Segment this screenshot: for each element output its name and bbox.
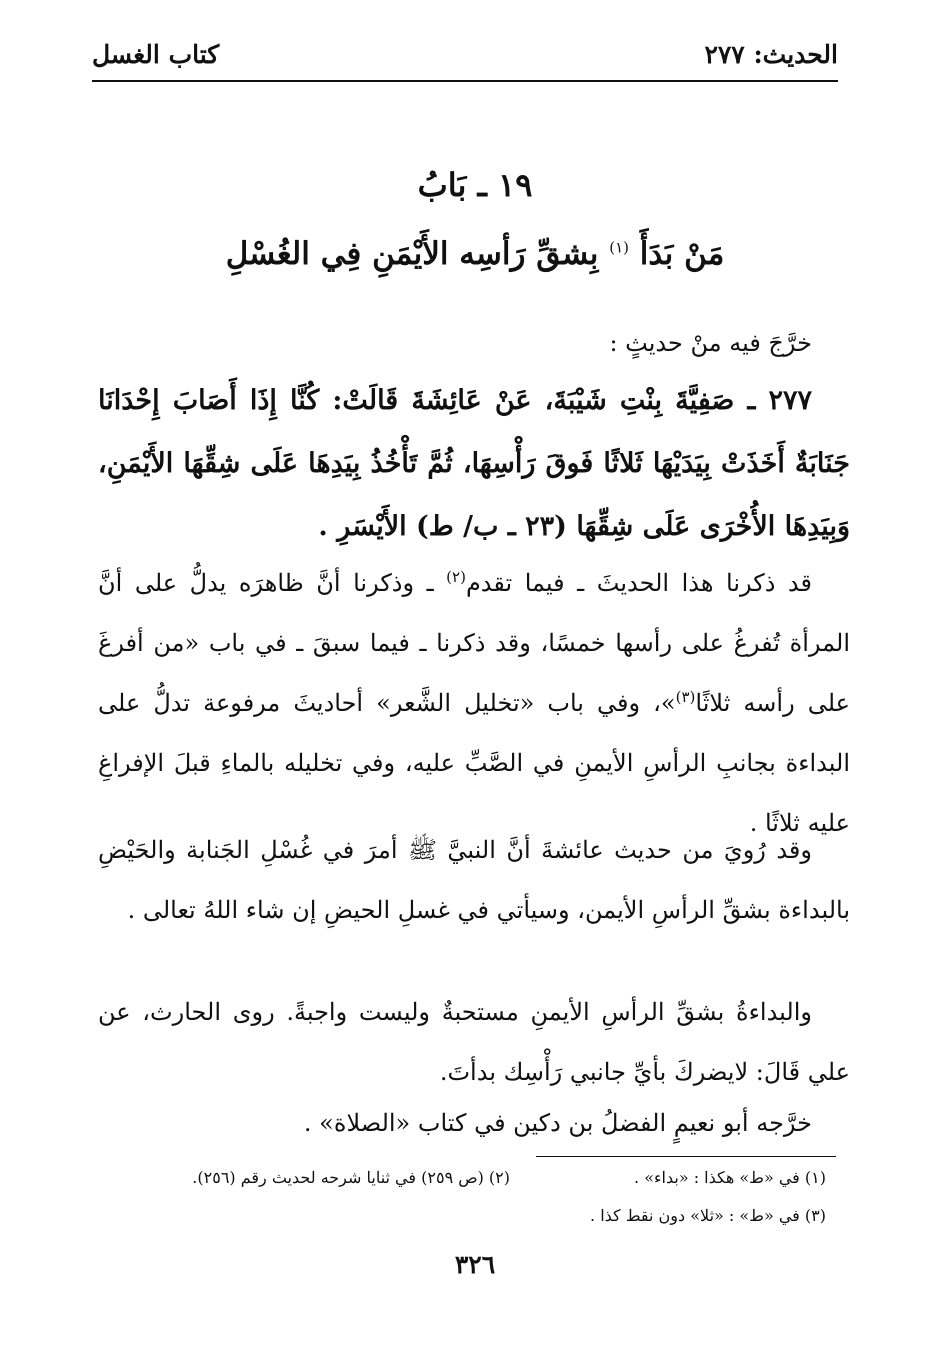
page-number: ٣٢٦ <box>454 1250 496 1279</box>
para1-part-a: قد ذكرنا هذا الحديثَ ـ فيما تقدم <box>465 569 813 597</box>
commentary-paragraph-3: والبداءةُ بشقِّ الرأسِ الأيمنِ مستحبةٌ وليست واجبةً. روى الحارث، عن علي قَالَ: لايضركَ بأيِّ جانبي رَأْسِك بدأتَ. <box>98 998 850 1086</box>
hadith-text: ٢٧٧ ـ صَفِيَّةَ بِنْتِ شَيْبَةَ، عَنْ عَائِشَةَ قَالَتْ: كُنَّا إِذَا أَصَابَ إِحْدَانَا جَنَابَةٌ أَخَذَتْ بِيَدَيْهَا ثَلاثًا فَوقَ رَأْسِهَا، ثُمَّ تَأْخُذُ بِيَدِهَا عَلَى شِقِّهَا الأَيْمَنِ، وَبِيَدِهَا الأُخْرَى عَلَى شِقِّهَا (٢٣ ـ ب/ ط) الأَيْسَرِ . <box>98 385 850 542</box>
footnote-ref-1: (١) <box>609 238 629 257</box>
intro-line: خرَّجَ فيه منْ حديثٍ : <box>609 329 812 357</box>
para1-part-b: ـ وذكرنا أنَّ ظاهرَه يدلُّ على أنَّ المرأة تُفرغُ على رأسها خمسًا، وقد ذكرنا ـ فيما سبقَ ـ في باب «من أفرغَ على رأسه ثلاثًا <box>98 569 850 717</box>
header-rule <box>92 80 838 82</box>
commentary-paragraph-2: وقد رُويَ من حديث عائشةَ أنَّ النبيَّ ﷺ أمرَ في غُسْلِ الجَنابة والحَيْضِ بالبداءة بشقِّ الرأسِ الأيمن، وسيأتي في غسلِ الحيضِ إن شاء اللهُ تعالى . <box>98 836 850 924</box>
footnote-ref-3: (٣) <box>675 688 696 706</box>
footnote-1: (١) في «ط» هكذا : «بداء» . <box>634 1168 826 1187</box>
footnote-2: (٢) (ص ٢٥٩) في ثنايا شرحه لحديث رقم (٢٥٦). <box>192 1168 510 1187</box>
running-header <box>92 38 838 78</box>
book-title: كتاب الغسل <box>92 40 220 69</box>
para1-part-c: »، وفي باب «تخليل الشَّعر» أحاديثَ مرفوعة تدلُّ على البداءة بجانبِ الرأسِ الأيمنِ في الصَّبِّ عليه، وفي تخليله بالماءِ قبلَ الإفراغِ عليه ثلاثًا . <box>98 689 850 837</box>
commentary-paragraph-1 <box>98 553 850 853</box>
footnote-ref-2: (٢) <box>446 568 466 586</box>
heading-text-after: بِشقِّ رَأسِه الأَيْمَنِ فِي الغُسْلِ <box>225 236 599 272</box>
chapter-heading <box>150 236 800 272</box>
hadith-number-label: الحديث: ٢٧٧ <box>704 40 838 69</box>
commentary-paragraph-4: خرَّجه أبو نعيمٍ الفضلُ بن دكين في كتاب «الصلاة» . <box>303 1109 812 1137</box>
footnote-3: (٣) في «ط» : «ثلا» دون نقط كذا . <box>590 1206 826 1225</box>
heading-text-before: مَنْ بَدَأَ <box>639 236 725 272</box>
chapter-label: ١٩ ـ بَابُ <box>417 166 533 204</box>
footnote-separator <box>536 1156 836 1157</box>
